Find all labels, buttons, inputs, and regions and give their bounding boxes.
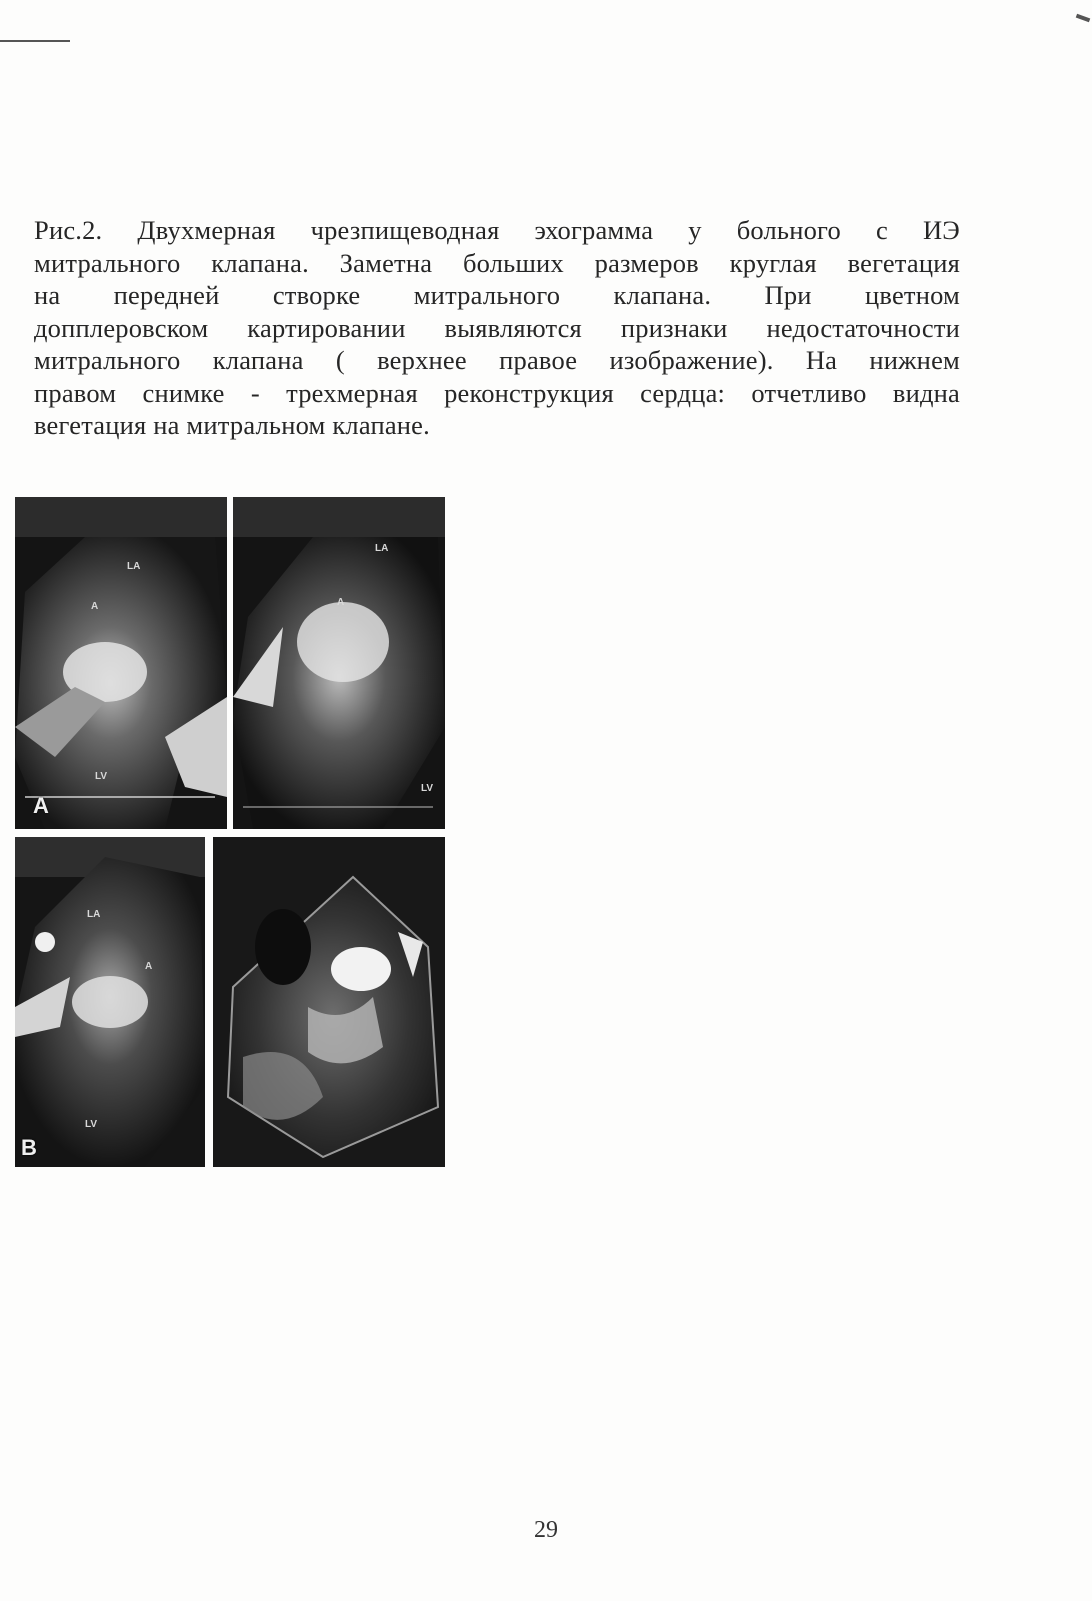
caption-line: допплеровском картировании выявляются признаки недостаточности bbox=[34, 312, 960, 343]
scan-mark-top-right bbox=[1076, 14, 1091, 23]
caption-line: Рис.2. Двухмерная чрезпищеводная эхограмма у больного с ИЭ bbox=[34, 215, 960, 245]
caption-line: митрального клапана. Заметна больших размеров круглая вегетация bbox=[34, 247, 960, 278]
panel-letter-a: A bbox=[33, 793, 49, 818]
caption-line: вегетация на митральном клапане. bbox=[34, 410, 430, 440]
echo-panel-a bbox=[15, 497, 227, 829]
echo-panel-3d bbox=[213, 837, 445, 1167]
label-lv: LV bbox=[421, 783, 434, 794]
panel-letter-b: B bbox=[21, 1135, 37, 1160]
3d-reconstruction-image bbox=[213, 837, 445, 1167]
label-la: LA bbox=[375, 543, 389, 554]
label-a: A bbox=[91, 601, 99, 612]
page-number: 29 bbox=[534, 1517, 558, 1543]
ultrasound-image bbox=[15, 837, 205, 1167]
label-a: A bbox=[145, 961, 153, 972]
label-lv: LV bbox=[95, 771, 108, 782]
caption-line: правом снимке - трехмерная реконструкция сердца: отчетливо видна bbox=[34, 377, 960, 408]
label-lv: LV bbox=[85, 1119, 98, 1130]
label-la: LA bbox=[87, 909, 101, 920]
ultrasound-image bbox=[233, 497, 445, 829]
echo-panel-doppler bbox=[233, 497, 445, 829]
caption-line: на передней створке митрального клапана. При цветном bbox=[34, 280, 960, 310]
scan-mark-top-left bbox=[0, 40, 70, 42]
echocardiogram-figure bbox=[15, 497, 449, 1197]
label-la: LA bbox=[127, 561, 141, 572]
figure-caption bbox=[34, 214, 960, 442]
echo-panel-b bbox=[15, 837, 205, 1167]
ultrasound-image bbox=[15, 497, 227, 829]
label-a: A bbox=[337, 597, 345, 608]
caption-line: митрального клапана ( верхнее правое изображение). На нижнем bbox=[34, 345, 960, 375]
